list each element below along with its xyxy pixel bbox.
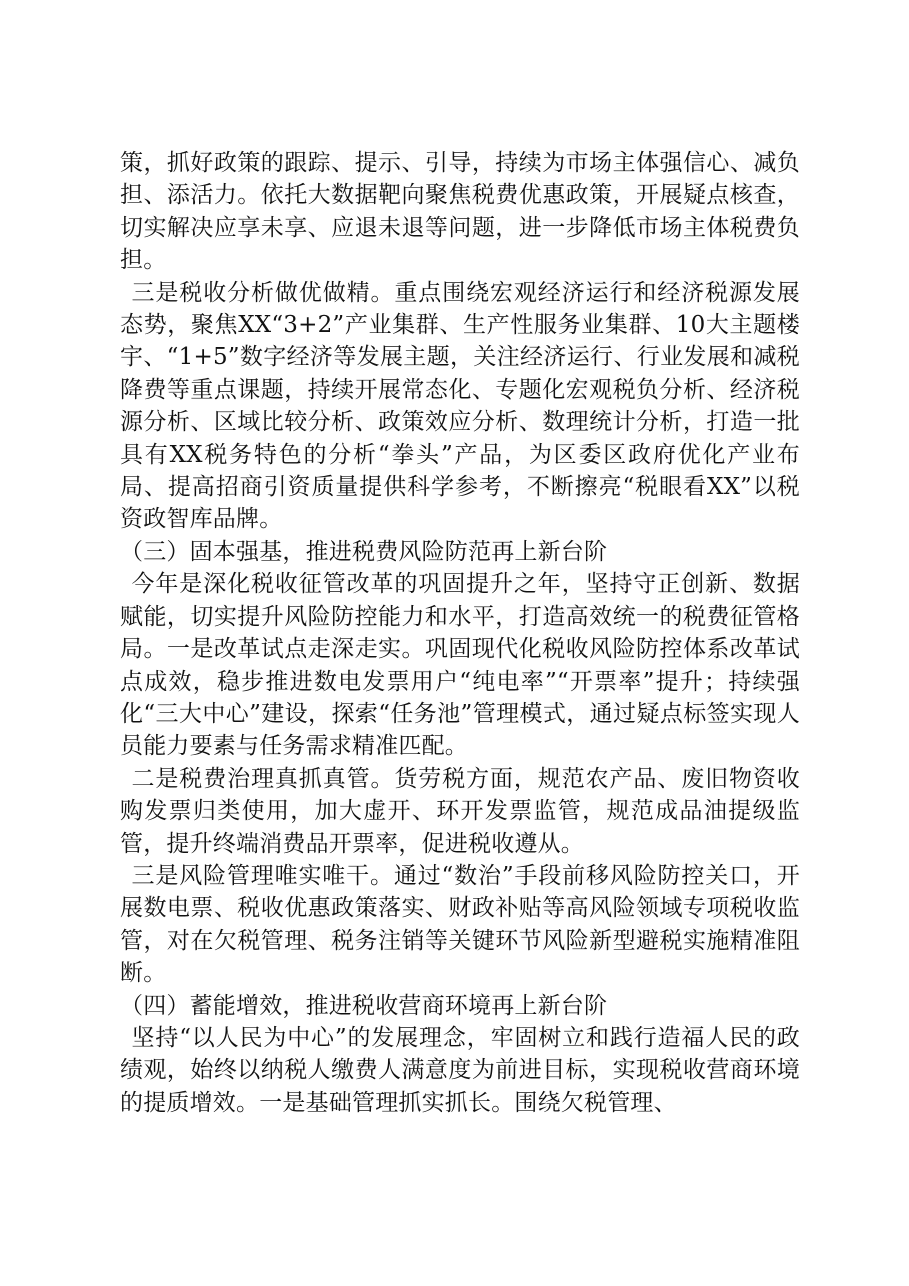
paragraph-business-environment: 坚持“以人民为中心”的发展理念，牢固树立和践行造福人民的政绩观，始终以纳税人缴费人满意度为前进目标，实现税收营商环境的提质增效。一是基础管理抓实抓长。围绕欠税管理、 (120, 1024, 800, 1116)
paragraph-tax-analysis: 三是税收分析做优做精。重点围绕宏观经济运行和经济税源发展态势，聚焦XX“3+2”产业集群、生产性服务业集群、10大主题楼宇、“1+5”数字经济等发展主题，关注经济运行、行业发展和减税降费等重点课题，持续开展常态化、专题化宏观税负分析、经济税源分析、区域比较分析、政策效应分析、数理统计分析，打造一批具有XX税务特色的分析“拳头”产品，为区委区政府优化产业布局、提高招商引资质量提供科学参考，不断擦亮“税眼看XX”以税资政智库品牌。 (120, 279, 800, 533)
section-heading-3: （三）固本强基，推进税费风险防范再上新台阶 (120, 538, 608, 565)
section-heading-4: （四）蓄能增效，推进税收营商环境再上新台阶 (120, 992, 608, 1019)
paragraph-risk-reform: 今年是深化税收征管改革的巩固提升之年，坚持守正创新、数据赋能，切实提升风险防控能力和水平，打造高效统一的税费征管格局。一是改革试点走深走实。巩固现代化税收风险防控体系改革试点成效，稳步推进数电发票用户“纯电率”“开票率”提升；持续强化“三大中心”建设，探索“任务池”管理模式，通过疑点标签实现人员能力要素与任务需求精准匹配。 (120, 571, 800, 760)
document-body (120, 147, 800, 1119)
paragraph-policy-continuation: 策，抓好政策的跟踪、提示、引导，持续为市场主体强信心、减负担、添活力。依托大数据靶向聚焦税费优惠政策，开展疑点核查，切实解决应享未享、应退未退等问题，进一步降低市场主体税费负担。 (120, 150, 800, 274)
paragraph-tax-governance: 二是税费治理真抓真管。货劳税方面，规范农产品、废旧物资收购发票归类使用，加大虚开、环开发票监管，规范成品油提级监管，提升终端消费品开票率，促进税收遵从。 (120, 765, 800, 857)
paragraph-risk-management: 三是风险管理唯实唯干。通过“数治”手段前移风险防控关口，开展数电票、税收优惠政策落实、财政补贴等高风险领域专项税收监管，对在欠税管理、税务注销等关键环节风险新型避税实施精准阻断。 (120, 862, 800, 987)
